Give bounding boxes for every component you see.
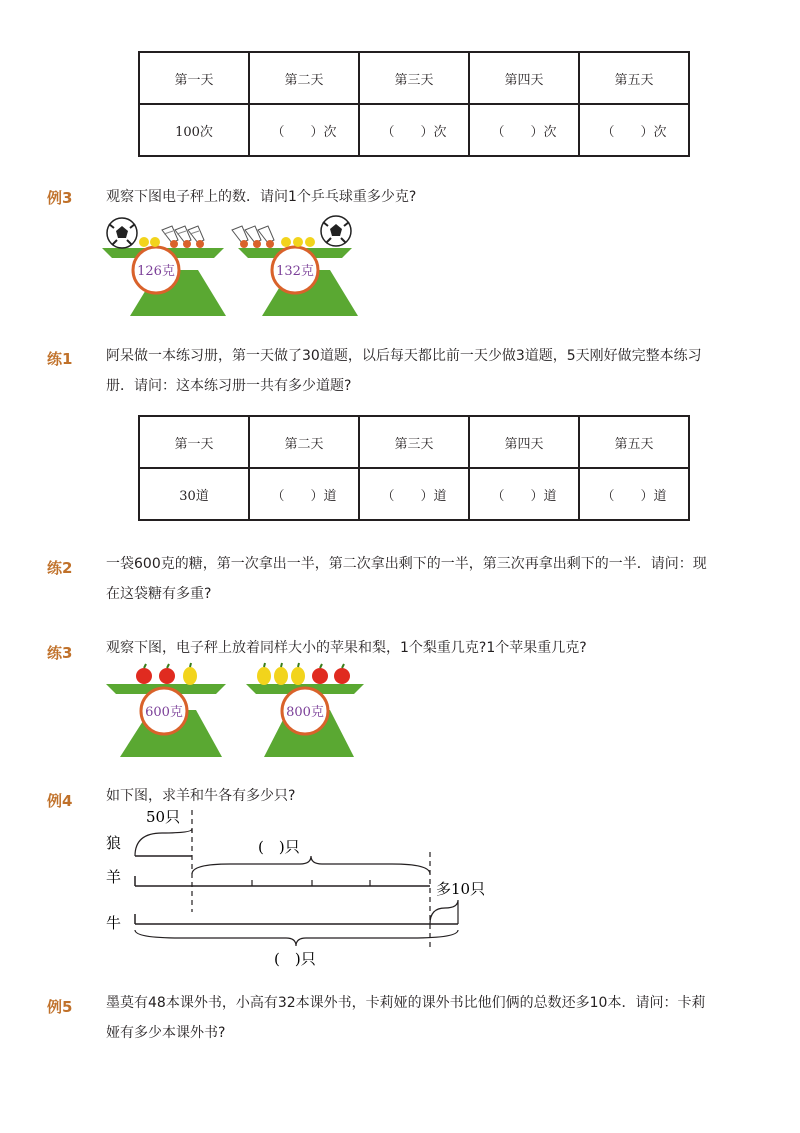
sheep-brace [192, 856, 430, 874]
scale-right [246, 684, 364, 757]
apples-icon [136, 664, 175, 684]
scale-reading: 126克 [137, 264, 175, 279]
wolf-label: 狼 [106, 834, 122, 852]
table-row [139, 104, 689, 156]
question-text [106, 988, 726, 1048]
scales-figure-1 [100, 212, 370, 327]
scale-right [238, 247, 358, 316]
days-table-2 [138, 415, 690, 521]
table-header-row [139, 416, 689, 468]
question-text [106, 341, 726, 401]
days-table-1 [138, 51, 690, 157]
table-header-cell: 第一天 [139, 52, 249, 104]
table-header-cell: 第三天 [359, 416, 469, 468]
question-line: 一袋600克的糖，第一次拿出一半，第二次拿出剩下的一半，第三次再拿出剩下的一半．请问：现 [106, 556, 707, 572]
more-brace [430, 900, 458, 924]
table-cell: 100次 [139, 104, 249, 156]
scale-reading: 132克 [276, 264, 314, 279]
practice-tag: 练2 [47, 559, 73, 577]
question-line: 娅有多少本课外书? [106, 1025, 226, 1041]
practice-tag: 练3 [47, 644, 73, 662]
scales-figure-2 [100, 660, 370, 762]
shuttlecocks-icon [232, 226, 274, 248]
table-header-cell: 第二天 [249, 416, 359, 468]
question-text: 如下图，求羊和牛各有多少只? [106, 788, 296, 804]
question-text: 观察下图电子秤上的数．请问1个乒乓球重多少克? [106, 189, 417, 205]
table-header-cell: 第一天 [139, 416, 249, 468]
soccer-ball-icon [107, 218, 137, 248]
cow-label: 牛 [106, 914, 122, 932]
table-cell: （ ）次 [359, 104, 469, 156]
wolf-count: 50只 [146, 808, 181, 826]
scale-left [102, 247, 226, 316]
practice-tag: 练1 [47, 350, 73, 368]
table-cell: （ ）次 [469, 104, 579, 156]
question-line: 册．请问：这本练习册一共有多少道题? [106, 378, 352, 394]
table-header-cell: 第五天 [579, 52, 689, 104]
example-tag: 例4 [47, 792, 73, 810]
table-header-cell: 第四天 [469, 52, 579, 104]
table-cell: （ ）道 [469, 468, 579, 520]
sheep-label: 羊 [106, 868, 122, 886]
pears-icon [257, 663, 305, 685]
wolf-brace [135, 829, 192, 856]
table-header-row [139, 52, 689, 104]
table-header-cell: 第四天 [469, 416, 579, 468]
apples-icon [312, 664, 350, 684]
question-line: 墨莫有48本课外书，小高有32本课外书，卡莉娅的课外书比他们俩的总数还多10本．请问：卡莉 [106, 995, 706, 1011]
more-label: 多10只 [436, 880, 486, 898]
question-line: 阿呆做一本练习册，第一天做了30道题，以后每天都比前一天少做3道题，5天刚好做完整本练习 [106, 348, 702, 364]
line-segment-diagram [100, 800, 500, 975]
example-tag: 例5 [47, 998, 73, 1016]
table-header-cell: 第三天 [359, 52, 469, 104]
question-line: 在这袋糖有多重? [106, 586, 212, 602]
scale-left [106, 684, 226, 757]
sheep-blank: ( )只 [258, 838, 300, 856]
table-row [139, 468, 689, 520]
scale-reading: 800克 [286, 705, 324, 720]
table-cell: （ ）道 [249, 468, 359, 520]
table-cell: （ ）次 [579, 104, 689, 156]
table-header-cell: 第五天 [579, 416, 689, 468]
soccer-ball-icon [321, 216, 351, 246]
scale-reading: 600克 [145, 705, 183, 720]
shuttlecocks-icon [162, 226, 204, 248]
question-text: 观察下图，电子秤上放着同样大小的苹果和梨，1个梨重几克?1个苹果重几克? [106, 640, 587, 656]
ping-pong-balls-icon [281, 237, 315, 247]
table-cell: （ ）道 [359, 468, 469, 520]
table-header-cell: 第二天 [249, 52, 359, 104]
question-text [106, 549, 726, 609]
pear-icon [183, 663, 197, 685]
table-cell: （ ）道 [579, 468, 689, 520]
cow-brace [135, 930, 458, 946]
example-tag: 例3 [47, 189, 73, 207]
table-cell: 30道 [139, 468, 249, 520]
ping-pong-balls-icon [139, 237, 160, 247]
cow-blank: ( )只 [274, 950, 316, 968]
table-cell: （ ）次 [249, 104, 359, 156]
